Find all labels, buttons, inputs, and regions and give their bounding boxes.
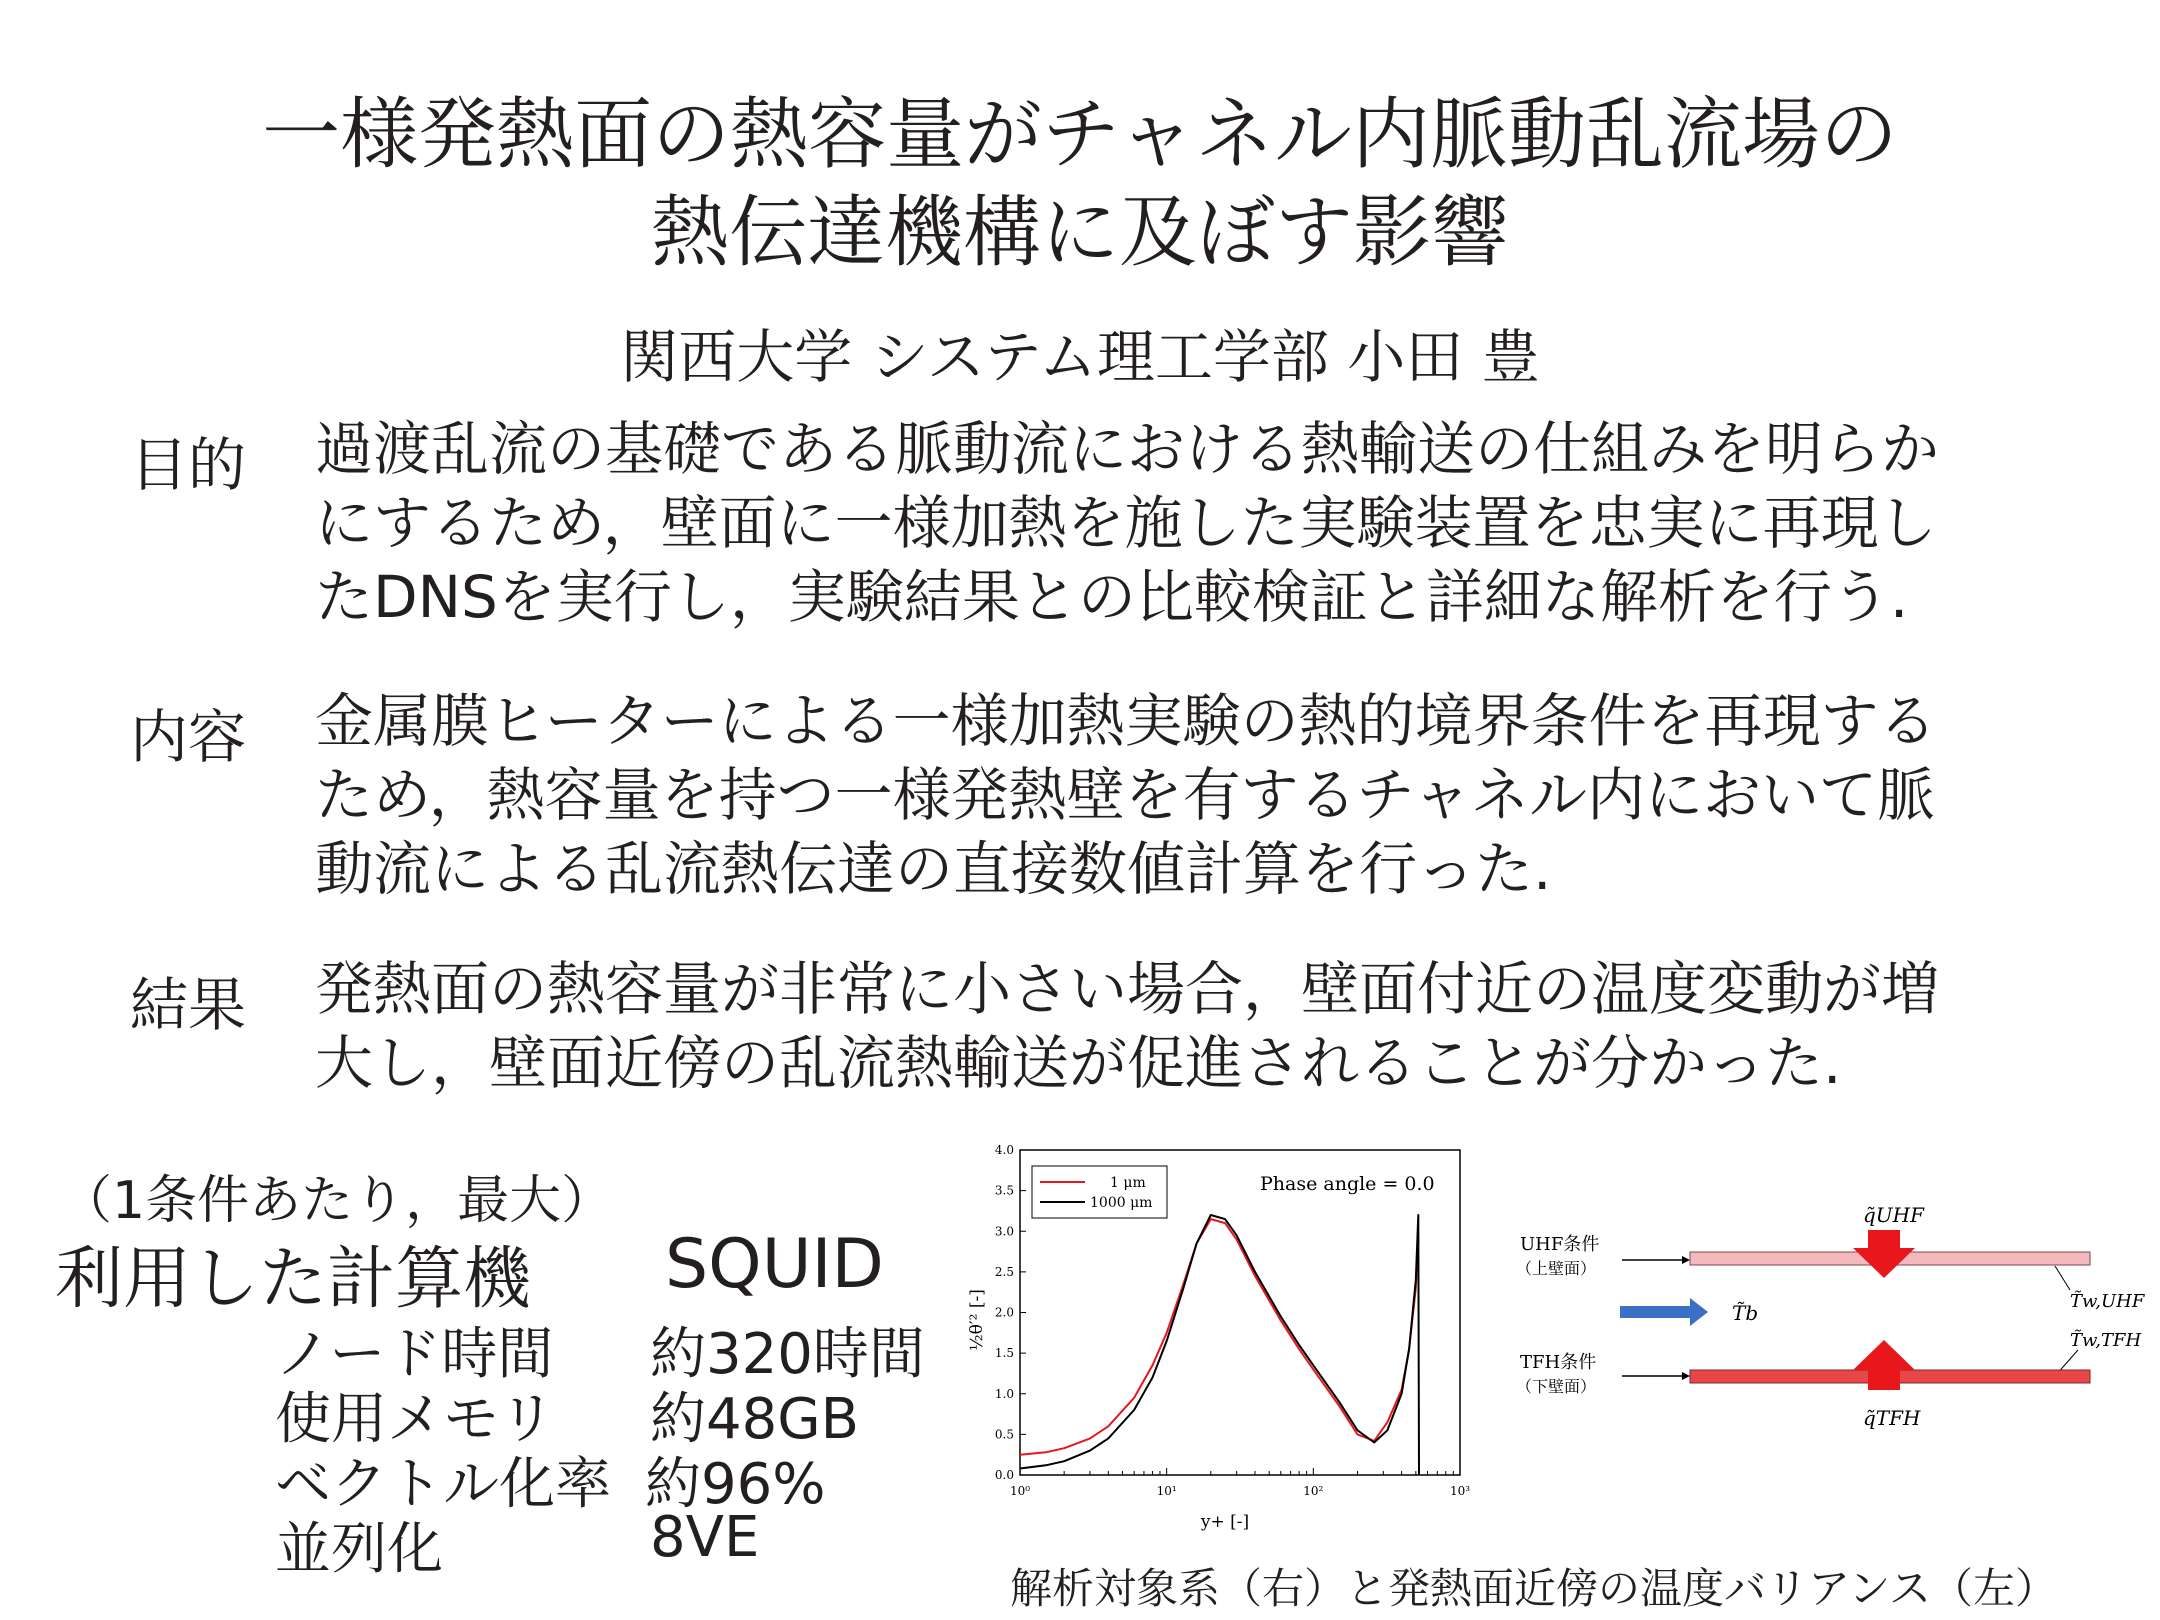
spec-label-vectorization: ベクトル化率 xyxy=(275,1452,611,1517)
spec-label-parallel: 並列化 xyxy=(275,1517,443,1582)
section-body-content xyxy=(315,684,2015,906)
y-axis-label: ½θ′² [-] xyxy=(967,1289,987,1351)
x-tick-label: 10¹ xyxy=(1156,1484,1177,1498)
section-line: 金属膜ヒーターによる一様加熱実験の熱的境界条件を再現する xyxy=(315,687,1937,755)
section-line: にするため，壁面に一様加熱を施した実験装置を忠実に再現し xyxy=(315,489,1937,557)
section-label-purpose: 目的 xyxy=(130,431,247,499)
y-tick-label: 2.0 xyxy=(994,1305,1014,1320)
computer-note: （1条件あたり，最大） xyxy=(60,1171,614,1231)
chart-title: Phase angle = 0.0 xyxy=(1260,1173,1435,1195)
y-tick-label: 0.5 xyxy=(994,1427,1014,1442)
section-line: 発熱面の熱容量が非常に小さい場合，壁面付近の温度変動が増 xyxy=(315,955,1940,1023)
affiliation: 関西大学 システム理工学部 小田 豊 xyxy=(620,323,1540,391)
tw-uhf-pointer xyxy=(2055,1266,2070,1290)
y-tick-label: 0.0 xyxy=(994,1468,1014,1482)
y-tick-label: 3.5 xyxy=(994,1183,1014,1198)
legend-label-1um: 1 μm xyxy=(1110,1175,1146,1191)
section-label-content: 内容 xyxy=(130,703,247,771)
section-label-result: 結果 xyxy=(130,971,247,1039)
y-tick-label: 4.0 xyxy=(994,1143,1014,1157)
spec-value-node-hours: 約320時間 xyxy=(650,1322,925,1387)
flow-arrow-icon xyxy=(1620,1298,1708,1326)
uhf-sublabel: （上壁面） xyxy=(1516,1259,1597,1278)
title-line-2: 熱伝達機構に及ぼす影響 xyxy=(650,188,1509,278)
figure-caption: 解析対象系（右）と発熱面近傍の温度バリアンス（左） xyxy=(1010,1564,2058,1613)
y-tick-label: 2.5 xyxy=(994,1264,1014,1279)
computer-name: SQUID xyxy=(665,1225,884,1304)
spec-value-memory: 約48GB xyxy=(650,1387,860,1452)
y-tick-label: 1.5 xyxy=(994,1346,1014,1361)
computer-heading: 利用した計算機 xyxy=(55,1240,532,1319)
q-tfh-label: q̃TFH xyxy=(1863,1406,1921,1430)
tfh-label: TFH条件 xyxy=(1520,1352,1597,1373)
section-line: たDNSを実行し，実験結果との比較検証と詳細な解析を行う. xyxy=(315,563,1909,631)
x-tick-label: 10⁰ xyxy=(1009,1484,1031,1498)
uhf-pointer-head xyxy=(1682,1256,1690,1264)
tfh-pointer-head xyxy=(1682,1372,1690,1380)
y-tick-label: 1.0 xyxy=(994,1386,1014,1401)
q-uhf-label: q̃UHF xyxy=(1863,1203,1924,1227)
tw-tfh-label: T̃w,TFH xyxy=(2070,1330,2142,1351)
spec-value-vectorization: 約96% xyxy=(645,1452,826,1517)
spec-value-parallel: 8VE xyxy=(650,1505,760,1570)
x-axis-label: y+ [-] xyxy=(1200,1512,1250,1532)
temperature-variance-chart xyxy=(960,1130,1480,1550)
section-line: 動流による乱流熱伝達の直接数値計算を行った. xyxy=(315,835,1552,903)
x-tick-label: 10³ xyxy=(1449,1484,1471,1498)
uhf-label: UHF条件 xyxy=(1520,1234,1600,1255)
heat-flux-arrow-down xyxy=(1853,1230,1915,1278)
bulk-temp-label: T̃b xyxy=(1732,1301,1759,1325)
section-line: 過渡乱流の基礎である脈動流における熱輸送の仕組みを明らか xyxy=(315,415,1940,483)
legend-label-1000um: 1000 μm xyxy=(1090,1195,1153,1211)
tw-uhf-label: T̃w,UHF xyxy=(2070,1291,2145,1312)
section-line: 大し，壁面近傍の乱流熱輸送が促進されることが分かった. xyxy=(315,1029,1842,1097)
section-line: ため，熱容量を持つ一様発熱壁を有するチャネル内において脈 xyxy=(315,761,1935,829)
title-line-1: 一様発熱面の熱容量がチャネル内脈動乱流場の xyxy=(262,90,1898,180)
spec-label-memory: 使用メモリ xyxy=(275,1387,555,1452)
series-line-1um xyxy=(1020,1219,1418,1455)
section-body-purpose xyxy=(315,412,2015,634)
y-tick-label: 3.0 xyxy=(994,1224,1014,1239)
spec-label-node-hours: ノード時間 xyxy=(275,1322,554,1387)
section-body-result xyxy=(315,952,2015,1100)
x-tick-label: 10² xyxy=(1303,1484,1324,1498)
tfh-sublabel: （下壁面） xyxy=(1516,1377,1597,1396)
analysis-domain-diagram xyxy=(1510,1200,2150,1460)
